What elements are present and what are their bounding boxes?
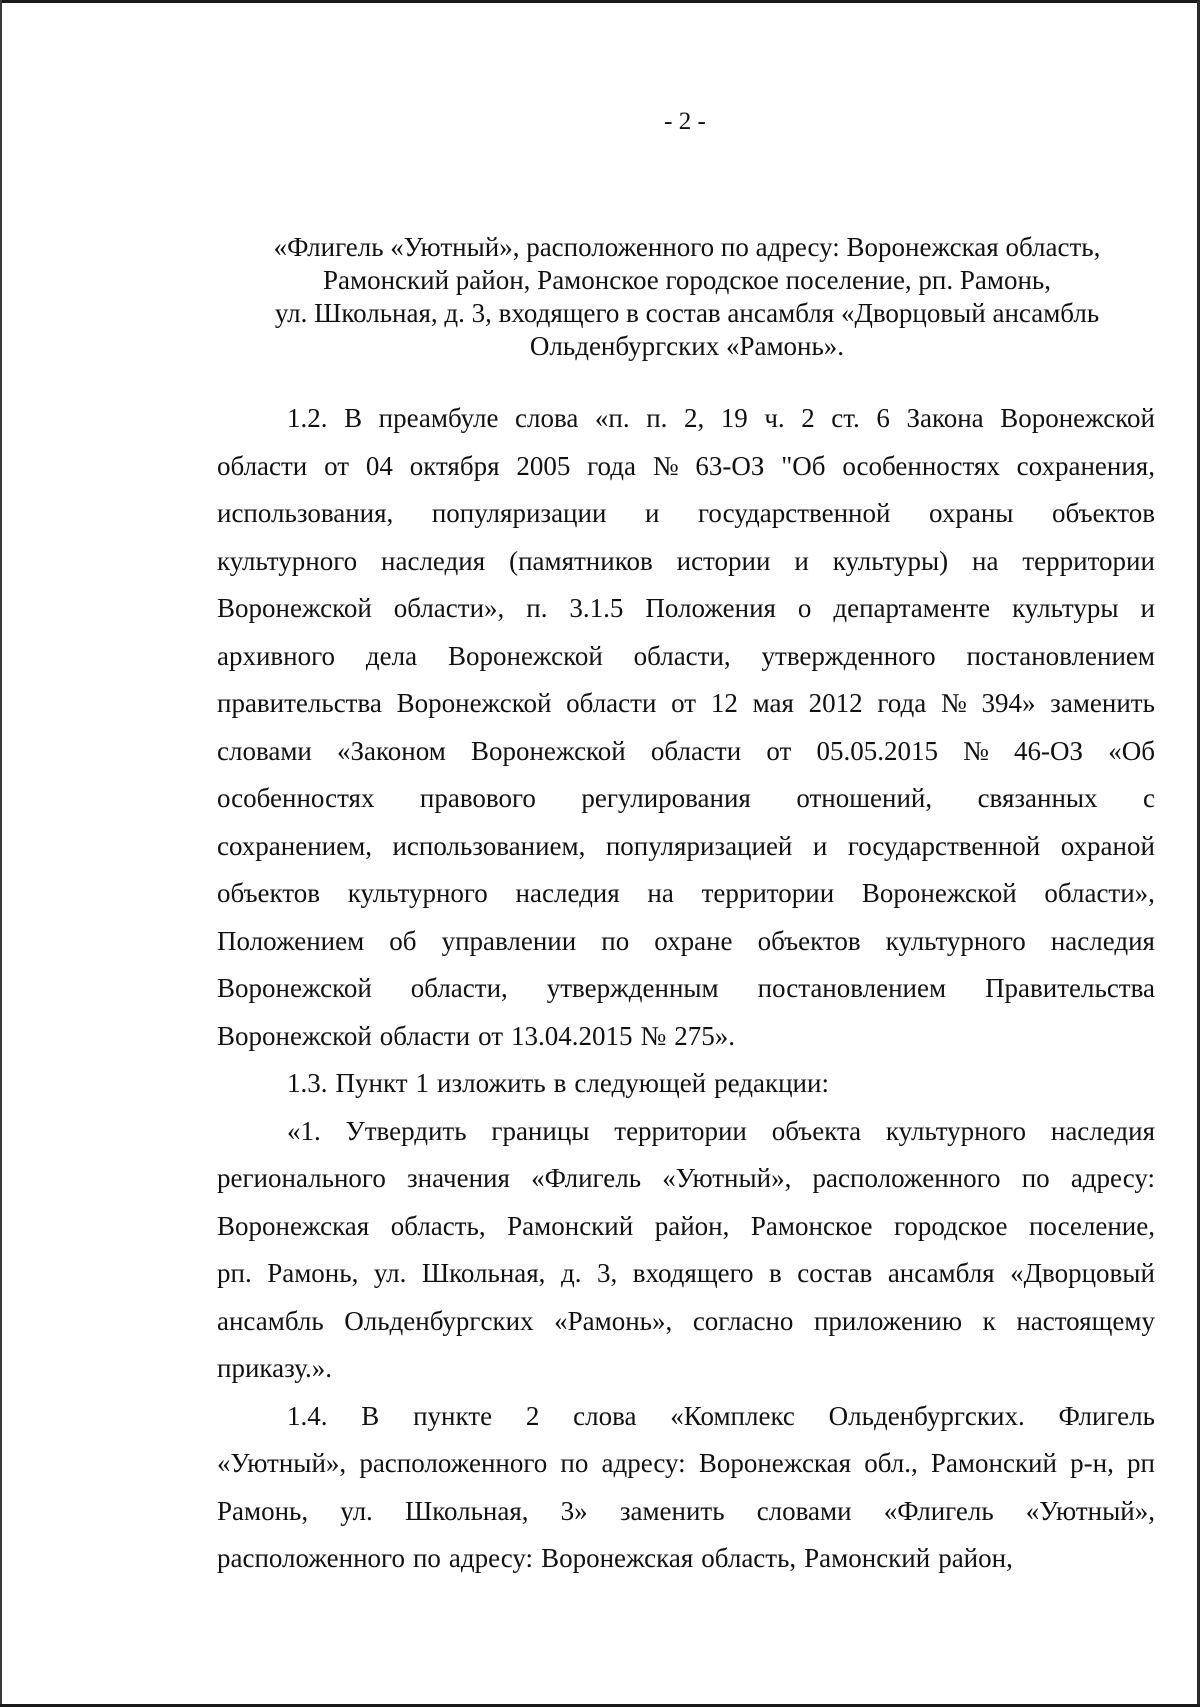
word: Рамонь, bbox=[267, 1258, 359, 1288]
word: департаменте bbox=[833, 593, 991, 623]
word: утвержденного bbox=[761, 640, 936, 671]
word: Воронежской bbox=[447, 640, 603, 671]
word: к bbox=[982, 1305, 996, 1336]
word: д. bbox=[560, 1258, 582, 1288]
word: «Рамонь», bbox=[554, 1305, 673, 1336]
word: 1.3. bbox=[287, 1068, 328, 1098]
word: Воронежской bbox=[217, 1020, 372, 1051]
word: Пункт bbox=[335, 1068, 408, 1098]
word: правового bbox=[419, 783, 536, 813]
word: ансамбль bbox=[217, 1305, 324, 1336]
word: 3» bbox=[560, 1495, 588, 1526]
word: расположенного bbox=[812, 1163, 1001, 1193]
word: 1.4. bbox=[287, 1400, 328, 1431]
word: В bbox=[361, 1400, 380, 1431]
word: популяризации bbox=[431, 498, 607, 528]
word: Воронежской bbox=[861, 878, 1017, 908]
word: № bbox=[652, 450, 679, 481]
word: словами bbox=[756, 1495, 852, 1526]
word: Воронежской bbox=[396, 688, 552, 718]
word: «1. bbox=[287, 1115, 321, 1146]
scan-border-left bbox=[0, 0, 2, 1707]
word: Ольденбургских. bbox=[828, 1400, 1025, 1431]
word: Положением bbox=[217, 925, 365, 956]
text-line bbox=[217, 680, 1155, 728]
word: 275». bbox=[674, 1020, 736, 1051]
word: настоящему bbox=[1016, 1305, 1155, 1336]
word: Флигель bbox=[1058, 1400, 1155, 1431]
word: культуры bbox=[1012, 593, 1119, 623]
word: ч. bbox=[764, 403, 785, 433]
word: Рамонский bbox=[507, 1210, 634, 1241]
word: в bbox=[553, 1068, 567, 1098]
word: от bbox=[478, 1020, 504, 1051]
word: 05.05.2015 bbox=[816, 735, 938, 766]
text-line bbox=[217, 1488, 1155, 1536]
word: культуры) bbox=[832, 545, 949, 576]
word: утвержденным bbox=[546, 973, 719, 1003]
word: «Уютный», bbox=[217, 1448, 347, 1478]
text-line bbox=[217, 823, 1155, 871]
word: использования, bbox=[217, 498, 394, 528]
word: охраны bbox=[929, 498, 1014, 528]
word: октября bbox=[409, 450, 500, 481]
text-line bbox=[217, 1155, 1155, 1203]
word: объектов bbox=[757, 925, 861, 956]
word: область, bbox=[390, 1210, 486, 1241]
word: «Дворцовый bbox=[1010, 1258, 1155, 1288]
heading-line: «Флигель «Уютный», расположенного по адресу: Воронежская область, bbox=[273, 232, 1101, 262]
word: культурного bbox=[885, 925, 1026, 956]
word: наследия bbox=[381, 545, 486, 576]
word: "Об bbox=[781, 450, 826, 481]
word: территории bbox=[701, 878, 835, 908]
word: Школьная, bbox=[404, 1495, 529, 1526]
word: культурного bbox=[885, 1115, 1027, 1146]
word: 6 bbox=[876, 403, 890, 433]
word: Правительства bbox=[985, 973, 1155, 1003]
word: 13.04.2015 bbox=[511, 1020, 633, 1051]
word: наследия bbox=[1050, 925, 1155, 956]
word: Рамонский bbox=[804, 1543, 931, 1573]
scan-border-top bbox=[0, 0, 1200, 3]
word: правительства bbox=[217, 688, 382, 718]
word: адресу: bbox=[448, 1543, 534, 1573]
word: Рамонь, bbox=[217, 1495, 309, 1526]
text-line bbox=[217, 1345, 1155, 1393]
word: от bbox=[324, 450, 350, 481]
word: области bbox=[379, 1020, 471, 1051]
word: Утвердить bbox=[345, 1115, 467, 1146]
word: пункте bbox=[413, 1400, 493, 1431]
word: 63-ОЗ bbox=[695, 450, 765, 481]
word: состав bbox=[797, 1258, 873, 1288]
word: ул. bbox=[373, 1258, 407, 1288]
text-line bbox=[217, 1298, 1155, 1346]
word: Положения bbox=[645, 593, 776, 623]
word: территории bbox=[1022, 545, 1155, 576]
word: значения bbox=[407, 1163, 510, 1193]
word: охраной bbox=[1060, 830, 1155, 861]
word: область, bbox=[701, 1543, 797, 1573]
word: «Комплекс bbox=[670, 1400, 795, 1431]
word: 2 bbox=[525, 1400, 540, 1431]
text-line bbox=[217, 918, 1155, 966]
word: 19 bbox=[720, 403, 748, 433]
word: ст. bbox=[831, 403, 860, 433]
word: области bbox=[566, 688, 657, 718]
word: связанных bbox=[977, 783, 1098, 813]
paragraph bbox=[217, 395, 1155, 1060]
word: 2 bbox=[801, 403, 815, 433]
word: В bbox=[344, 403, 363, 433]
word: «Флигель bbox=[531, 1163, 642, 1193]
word: области bbox=[217, 450, 308, 481]
word: по bbox=[412, 1543, 441, 1573]
word: с bbox=[1143, 783, 1155, 813]
word: регулирования bbox=[581, 783, 751, 813]
paragraph bbox=[217, 1108, 1155, 1393]
text-line bbox=[217, 870, 1155, 918]
heading-block bbox=[217, 231, 1157, 363]
paragraph bbox=[217, 1393, 1155, 1583]
word: входящего bbox=[632, 1258, 754, 1288]
word: заменить bbox=[619, 1495, 725, 1526]
word: «Флигель bbox=[883, 1495, 994, 1526]
word: п. bbox=[526, 593, 548, 623]
text-line bbox=[217, 1060, 1155, 1108]
word: изложить bbox=[437, 1068, 546, 1098]
word: Воронежской bbox=[217, 593, 372, 623]
word: рп bbox=[1126, 1448, 1155, 1478]
word: Ольденбургских bbox=[344, 1305, 534, 1336]
word: особенностях bbox=[217, 783, 375, 813]
word: области, bbox=[633, 640, 731, 671]
word: и bbox=[1140, 593, 1155, 623]
word: дела bbox=[365, 640, 418, 671]
word: 3.1.5 bbox=[569, 593, 624, 623]
word: управлении bbox=[441, 925, 577, 956]
word: популяризацией bbox=[605, 830, 793, 861]
word: адресу: bbox=[1070, 1163, 1155, 1193]
word: № bbox=[640, 1020, 667, 1051]
word: отношений, bbox=[796, 783, 933, 813]
word: Воронежской bbox=[217, 973, 372, 1003]
word: 2005 bbox=[516, 450, 571, 481]
document-body bbox=[217, 395, 1155, 1583]
word: «Об bbox=[1108, 735, 1155, 766]
word: адресу: bbox=[601, 1448, 686, 1478]
word: 46-ОЗ bbox=[1014, 735, 1084, 766]
word: государственной bbox=[847, 830, 1041, 861]
word: № bbox=[963, 735, 989, 766]
word: территории bbox=[614, 1115, 747, 1146]
text-line bbox=[217, 965, 1155, 1013]
text-line bbox=[217, 443, 1155, 491]
word: сохранения, bbox=[1016, 450, 1155, 481]
word: р-н, bbox=[1070, 1448, 1114, 1478]
word: границы bbox=[491, 1115, 590, 1146]
word: Воронежская bbox=[698, 1448, 852, 1478]
word: года bbox=[587, 450, 636, 481]
text-line bbox=[217, 1535, 1155, 1583]
word: Школьная, bbox=[421, 1258, 546, 1288]
word: согласно bbox=[692, 1305, 794, 1336]
word: № bbox=[940, 688, 967, 718]
page-number: - 2 - bbox=[664, 108, 706, 135]
word: Воронежской bbox=[470, 735, 626, 766]
word: постановлением bbox=[966, 640, 1155, 671]
word: охране bbox=[654, 925, 733, 956]
text-line bbox=[217, 1013, 1155, 1061]
word: архивного bbox=[217, 640, 336, 671]
word: Рамонское bbox=[750, 1210, 873, 1241]
word: следующей bbox=[574, 1068, 707, 1098]
paragraph bbox=[217, 1060, 1155, 1108]
word: Воронежская bbox=[217, 1210, 370, 1241]
word: особенностях bbox=[842, 450, 1000, 481]
word: редакции: bbox=[714, 1068, 829, 1098]
heading-line: ул. Школьная, д. 3, входящего в состав ансамбля «Дворцовый ансамбль bbox=[274, 298, 1100, 328]
word: области», bbox=[393, 593, 505, 623]
word: район, bbox=[654, 1210, 730, 1241]
word: объектов bbox=[217, 878, 320, 908]
text-line bbox=[217, 1393, 1155, 1441]
word: словами bbox=[217, 735, 312, 766]
word: по bbox=[601, 925, 630, 956]
word: расположенного bbox=[217, 1543, 405, 1573]
word: на bbox=[972, 545, 999, 576]
word: преамбуле bbox=[378, 403, 499, 433]
text-line bbox=[217, 1203, 1155, 1251]
word: городское bbox=[894, 1210, 1008, 1241]
word: Воронежской bbox=[1000, 403, 1155, 433]
word: объекта bbox=[771, 1115, 862, 1146]
text-line bbox=[217, 538, 1155, 586]
word: на bbox=[647, 878, 674, 908]
word: от bbox=[671, 688, 697, 718]
word: сохранением, bbox=[217, 830, 372, 861]
word: в bbox=[769, 1258, 782, 1288]
word: 3, bbox=[596, 1258, 618, 1288]
word: области bbox=[650, 735, 742, 766]
word: об bbox=[389, 925, 417, 956]
word: обл., bbox=[864, 1448, 918, 1478]
word: по bbox=[560, 1448, 589, 1478]
word: Закона bbox=[906, 403, 984, 433]
word: постановлением bbox=[757, 973, 947, 1003]
word: ул. bbox=[340, 1495, 373, 1526]
word: использованием, bbox=[392, 830, 586, 861]
word: «Уютный», bbox=[662, 1163, 792, 1193]
word: слова bbox=[515, 403, 579, 433]
text-line bbox=[217, 633, 1155, 681]
word: расположенного bbox=[359, 1448, 548, 1478]
text-line bbox=[217, 395, 1155, 443]
word: заменить bbox=[1050, 688, 1155, 718]
word: 2, bbox=[683, 403, 705, 433]
word: и bbox=[794, 545, 809, 576]
text-line bbox=[217, 1108, 1155, 1156]
word: рп. bbox=[217, 1258, 252, 1288]
text-line bbox=[217, 585, 1155, 633]
word: наследия bbox=[1050, 1115, 1155, 1146]
text-line bbox=[217, 728, 1155, 776]
word: объектов bbox=[1052, 498, 1155, 528]
word: (памятников bbox=[509, 545, 653, 576]
word: и bbox=[812, 830, 828, 861]
heading-line: Ольденбургских «Рамонь». bbox=[529, 331, 845, 361]
word: 1 bbox=[415, 1068, 430, 1098]
word: области, bbox=[410, 973, 508, 1003]
word: наследия bbox=[515, 878, 620, 908]
word: Воронежская bbox=[541, 1543, 694, 1573]
word: о bbox=[797, 593, 812, 623]
word: 1.2. bbox=[287, 403, 328, 433]
word: культурного bbox=[347, 878, 488, 908]
word: области», bbox=[1044, 878, 1155, 908]
word: «п. bbox=[594, 403, 630, 433]
word: 12 bbox=[710, 688, 738, 718]
word: 394» bbox=[981, 688, 1036, 718]
word: «Уютный», bbox=[1025, 1495, 1155, 1526]
word: слова bbox=[573, 1400, 637, 1431]
text-line bbox=[217, 775, 1155, 823]
word: и bbox=[644, 498, 660, 528]
word: приказу.». bbox=[217, 1353, 332, 1383]
heading-line: Рамонский район, Рамонское городское поселение, рп. Рамонь, bbox=[323, 265, 1051, 295]
word: истории bbox=[676, 545, 771, 576]
word: года bbox=[877, 688, 927, 718]
word: государственной bbox=[698, 498, 891, 528]
word: район, bbox=[938, 1543, 1013, 1573]
word: мая bbox=[752, 688, 794, 718]
text-line bbox=[217, 1440, 1155, 1488]
text-line bbox=[217, 1250, 1155, 1298]
word: регионального bbox=[217, 1163, 386, 1193]
word: 2012 bbox=[808, 688, 863, 718]
word: ансамбля bbox=[887, 1258, 995, 1288]
text-line bbox=[217, 490, 1155, 538]
word: Рамонский bbox=[930, 1448, 1057, 1478]
word: приложению bbox=[813, 1305, 963, 1336]
word: 04 bbox=[365, 450, 393, 481]
word: поселение, bbox=[1028, 1210, 1155, 1241]
word: культурного bbox=[217, 545, 358, 576]
word: по bbox=[1021, 1163, 1050, 1193]
word: «Законом bbox=[337, 735, 446, 766]
word: п. bbox=[646, 403, 668, 433]
word: от bbox=[766, 735, 792, 766]
